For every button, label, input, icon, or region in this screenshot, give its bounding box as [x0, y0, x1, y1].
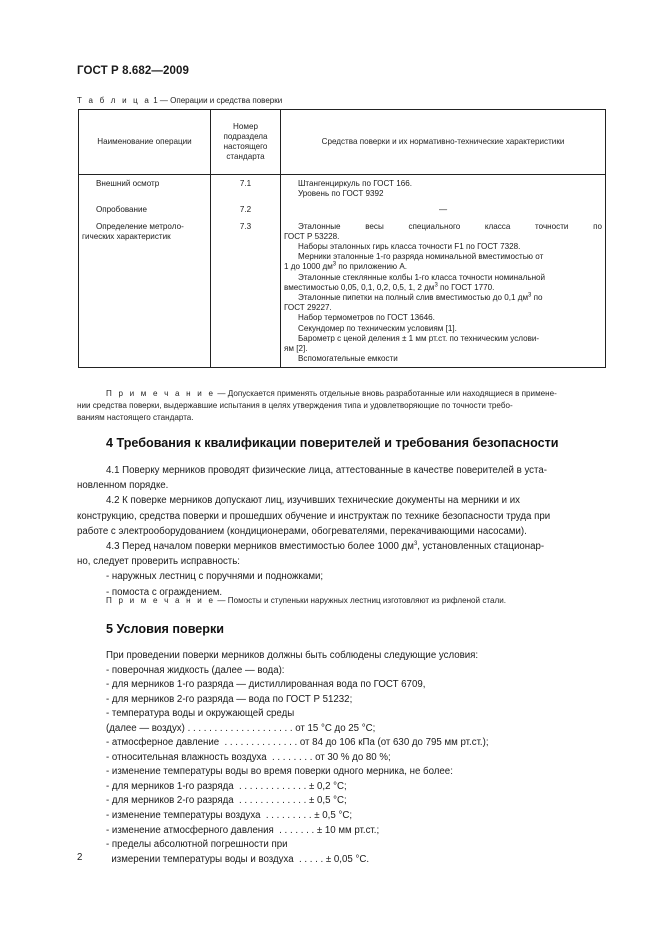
means-item: Вспомогательные емкости: [298, 354, 398, 364]
table-caption-label: Т а б л и ц а: [77, 96, 152, 105]
section-4-note: П р и м е ч а н и е — Помосты и ступеньки наружных лестниц изготовляют из рифленой стали.: [106, 596, 506, 605]
means-item: Эталонные пипетки на полный слив вместимостью до 0,1 $дм^3$ по: [298, 292, 543, 303]
section-4-title: 4 Требования к квалификации поверителей и требования безопасности: [106, 436, 559, 450]
section-number: 7.1: [211, 175, 281, 200]
condition-line: - поверочная жидкость (далее — вода):: [106, 664, 285, 676]
page-number: 2: [77, 852, 83, 863]
means-item: Барометр с ценой деления ± 1 мм рт.ст. по техническим услови-: [298, 333, 540, 343]
means-item: Эталонные весы специального класса точности по: [298, 221, 602, 231]
operation-name: Опробование: [96, 205, 148, 215]
condition-line: - температура воды и окружающей среды: [106, 708, 295, 720]
table-note: П р и м е ч а н и е — Допускается применять отдельные вновь разработанные или находящиеся в примене- нии средства поверки, выдержавшие испытания в целях утверждения типа и удовлетворяющие по точности требо- ваниям настоящего стандарта.: [77, 389, 557, 423]
means-item-cont: вместимостью 0,05, 0,1, 0,2, 0,5, 1, 2 $дм^3$ по ГОСТ 1770.: [284, 282, 495, 292]
section-5-title: 5 Условия поверки: [106, 622, 225, 636]
condition-line: - для мерников 1-го разряда . . . . . . . . . . . . . ± 0,2 °С;: [106, 780, 347, 792]
table-row: [79, 175, 606, 200]
paragraph-4-2-cont: конструкцию, средства поверки и прошедших обучение и инструктаж по технике безопасности труда при: [77, 510, 551, 522]
means-item: Штангенциркуль по ГОСТ 166.: [298, 179, 412, 188]
condition-line: измерении температуры воды и воздуха . . . . . ± 0,05 °С.: [106, 853, 370, 865]
header-means: Средства поверки и их нормативно-технические характеристики: [281, 110, 606, 175]
paragraph-4-2: 4.2 К поверке мерников допускают лиц, изучивших технические документы на мерники и их: [106, 495, 520, 507]
table-row: [79, 216, 606, 368]
section-number: 7.3: [239, 221, 252, 231]
section-4-body: [77, 463, 605, 600]
means-item: Секундомер по техническим условиям [1].: [298, 323, 457, 333]
means-item: —: [438, 205, 448, 215]
operations-table: [78, 109, 606, 368]
means-item: Уровень по ГОСТ 9392: [298, 189, 384, 199]
means-item-cont: ГОСТ 29227.: [284, 303, 332, 313]
means-item-cont: 1 до 1000 $дм^3$ по приложению А.: [284, 261, 407, 272]
means-item-cont: ям [2].: [284, 344, 308, 354]
header-section: Номер подраздела настоящего стандарта: [211, 110, 281, 175]
operation-name: Определение метроло-: [96, 221, 184, 231]
section-5-conditions: [106, 649, 606, 867]
means-item: Эталонные стеклянные колбы 1-го класса точности номинальной: [298, 272, 546, 282]
condition-line: При проведении поверки мерников должны быть соблюдены следующие условия:: [106, 650, 479, 661]
means-item: Наборы эталонных гирь класса точности F1 по ГОСТ 7328.: [298, 242, 521, 252]
means-item: Набор термометров по ГОСТ 13646.: [298, 313, 435, 323]
condition-line: - изменение температуры воздуха . . . . . . . . . ± 0,5 °С;: [106, 810, 353, 822]
table-row: [79, 199, 606, 215]
condition-line: - изменение температуры воды во время поверки одного мерника, не более:: [106, 766, 453, 778]
table-caption: [77, 96, 282, 105]
condition-line: - изменение атмосферного давления . . . . . . . ± 10 мм рт.ст.;: [106, 824, 380, 836]
means-item-cont: ГОСТ Р 53228.: [284, 231, 340, 241]
header-operation: Наименование операции: [79, 110, 211, 175]
condition-line: - относительная влажность воздуха . . . . . . . . от 30 % до 80 %;: [106, 751, 391, 763]
means-item: Мерники эталонные 1-го разряда номинальной вместимостью от: [298, 252, 544, 262]
table-caption-text: 1 — Операции и средства поверки: [151, 96, 283, 105]
operation-name-cont: гических характеристик: [82, 231, 171, 241]
condition-line: - для мерников 1-го разряда — дистиллированная вода по ГОСТ 6709,: [106, 679, 426, 691]
paragraph-4-3: 4.3 Перед началом поверки мерников вместимостью более 1000 $дм^3$, установленных стационар-: [106, 540, 545, 553]
paragraph-4-2-cont: работе с электрооборудованием (кондиционерами, обогревателями, перекачивающими насосами).: [77, 525, 527, 537]
section-number: 7.2: [239, 205, 252, 215]
operation-name: Внешний осмотр: [96, 179, 160, 188]
standard-header: ГОСТ Р 8.682—2009: [77, 65, 189, 77]
paragraph-4-1-cont: новленном порядке.: [77, 480, 169, 492]
condition-line: - для мерников 2-го разряда . . . . . . . . . . . . . ± 0,5 °С;: [106, 795, 347, 807]
condition-line: - для мерников 2-го разряда — вода по ГОСТ Р 51232;: [106, 693, 353, 705]
paragraph-4-3-cont: но, следует проверить исправность:: [77, 556, 240, 568]
condition-line: - атмосферное давление . . . . . . . . . . . . . . от 84 до 106 кПа (от 630 до 795 мм рт.ст.);: [106, 737, 489, 749]
list-item: - наружных лестниц с поручнями и подножками;: [106, 571, 324, 583]
condition-line: - пределы абсолютной погрешности при: [106, 839, 288, 851]
paragraph-4-1: 4.1 Поверку мерников проводят физические лица, аттестованные в качестве поверителей в уста-: [106, 465, 547, 476]
list-item: - помоста с ограждением.: [106, 586, 223, 598]
condition-line: (далее — воздух) . . . . . . . . . . . . . . . . . . . . от 15 °С до 25 °С;: [106, 722, 376, 734]
